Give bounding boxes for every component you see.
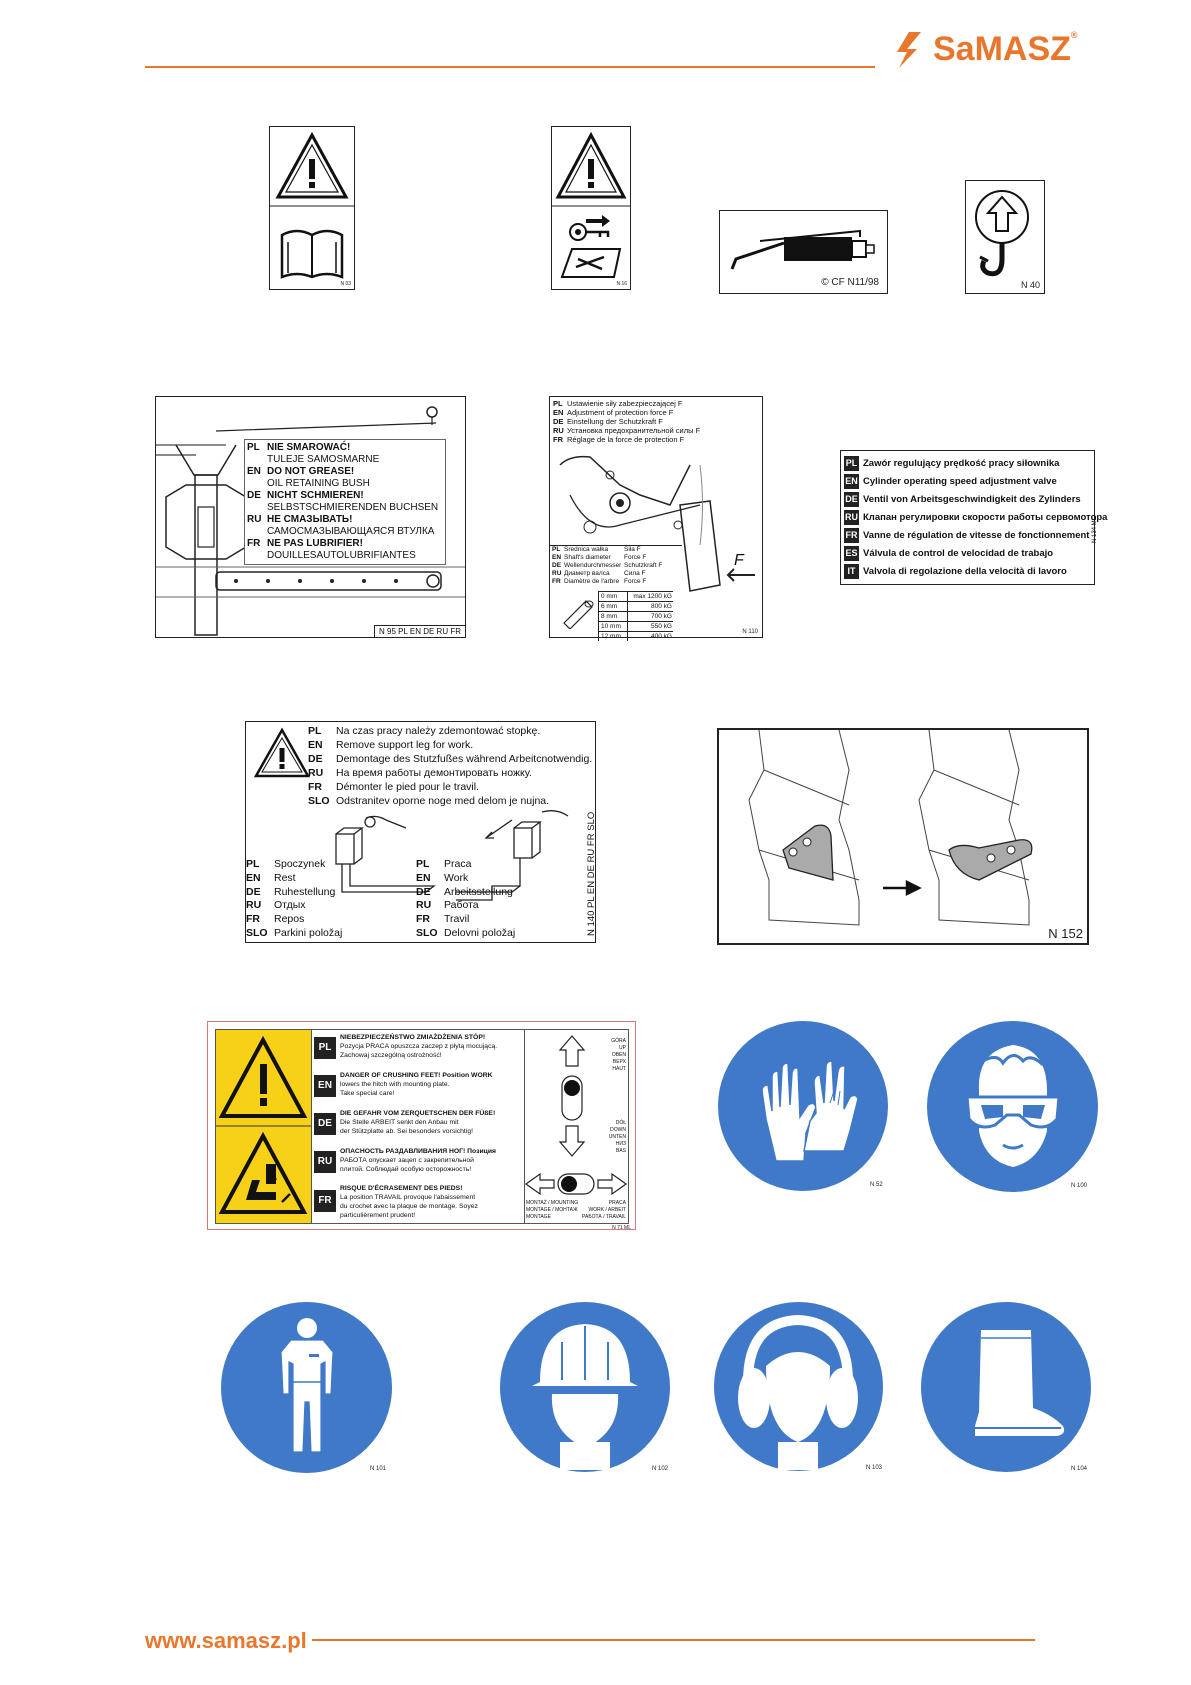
sticker-key-manual: [551, 126, 631, 290]
sticker-code: N 100: [1071, 1183, 1088, 1189]
sticker-code: N 103: [866, 1465, 883, 1471]
samasz-logo: [895, 30, 1105, 70]
work-labels: PRACA WORK / ARBEIT РАБОТА / TRAVAIL: [582, 1200, 626, 1220]
protection-table: [598, 591, 673, 641]
valve-line: PL Zawór regulujący prędkość pracy siłownika: [845, 457, 1060, 469]
valve-line: ES Válvula de control de velocidad de trabajo: [845, 547, 1054, 559]
line-ru: RU НЕ СМАЗЫВАТЬ!: [247, 514, 353, 525]
line-fr-text: DOUILLESAUTOLUBRIFIANTES: [267, 550, 416, 561]
overalls-icon: [221, 1302, 392, 1473]
support-leg-rest: PL Spoczynek EN Rest DE Ruhestellung RU Отдых FR Repos SLO Parkini položaj: [246, 858, 343, 939]
sticker-no-grease: [155, 396, 466, 638]
header-rule: [145, 66, 875, 68]
sticker-code: N 140 PL EN DE RU FR SLO: [586, 811, 597, 936]
valve-line: IT Valvola di regolazione della velocità di lavoro: [844, 563, 1067, 581]
mandatory-earmuffs-sign: [714, 1302, 883, 1471]
sticker-knife-mount: [717, 728, 1089, 945]
mandatory-boots-sign: [921, 1302, 1091, 1472]
line-de-text: SELBSTSCHMIERENDEN BUCHSEN: [267, 502, 439, 513]
line-en: EN DO NOT GREASE!: [247, 466, 355, 477]
table-row: 6 mm 800 kG: [601, 603, 672, 610]
sticker-code: N 40: [1020, 280, 1040, 290]
mandatory-gloves-sign: [718, 1021, 888, 1191]
line-fr: FR NE PAS LUBRIFIER!: [247, 538, 363, 549]
crushing-text-panel: [310, 1029, 525, 1224]
sticker-code: N 16: [616, 281, 627, 287]
knife-mount-drawing: [719, 730, 1087, 943]
sticker-crushing-feet: [207, 1021, 636, 1230]
sticker-code: N 110: [742, 629, 758, 635]
footer-rule: [312, 1639, 1035, 1641]
support-leg-work: PL Praca EN Work DE Arbeitsstellung RU Работа FR Travil SLO Delovni položaj: [416, 858, 516, 939]
crushing-block: EN DANGER OF CRUSHING FEET! Position WORK lowers the hitch with mounting plate. Take special care!: [310, 1068, 524, 1106]
sticker-support-leg: [245, 721, 596, 943]
helmet-icon: [500, 1302, 670, 1472]
table-row: 12 mm 400 kG: [601, 633, 672, 640]
yellow-warning-panel: [215, 1029, 312, 1224]
boots-icon: [921, 1302, 1091, 1472]
sticker-code: N 152: [1048, 926, 1083, 941]
grease-gun-icon: [720, 211, 887, 271]
earmuffs-icon: [714, 1302, 883, 1471]
mounting-labels: MONTAŻ / MOUNTING MONTAGE / МОНТАЖ MONTAGE: [526, 1200, 579, 1220]
brand-name: SaMASZ®: [933, 30, 1078, 68]
gloves-icon: [718, 1021, 888, 1191]
crushing-block: RU ОПАСНОСТЬ РАЗДАВЛИВАНИЯ НОГ! Позиция РАБОТА опускает зацеп с закрепительной плитой. Соблюдай особую осторожность!: [310, 1144, 524, 1182]
shaft-icon: [558, 593, 598, 629]
crushing-direction-panel: [524, 1029, 629, 1224]
sticker-code: N 03: [340, 281, 351, 287]
valve-line: FR Vanne de régulation de vitesse de fonctionnement: [845, 529, 1090, 541]
line-ru-text: САМОСМАЗЫВАЮЩАЯСЯ ВТУЛКА: [267, 526, 435, 537]
sticker-grease-gun: [719, 210, 888, 294]
line-pl-text: TULEJE SAMOSMARNE: [267, 454, 380, 465]
sticker-lifting-hook: [965, 180, 1045, 294]
force-label: F: [734, 552, 744, 569]
goggles-icon: [927, 1021, 1098, 1192]
sticker-read-manual: [269, 126, 355, 290]
down-labels: DÓŁ DOWN UNTEN НИЗ BAS: [608, 1120, 626, 1154]
mandatory-overalls-sign: [221, 1302, 392, 1473]
up-labels: GÓRA UP OBEN ВЕРХ HAUT: [611, 1038, 626, 1072]
sticker-code: N 101: [370, 1466, 387, 1472]
mandatory-goggles-sign: [927, 1021, 1098, 1192]
warning-triangle-icon: [252, 726, 312, 780]
sticker-valve: [840, 450, 1108, 585]
protection-legend: PL Średnica wałka Siła F EN Shaft's diameter Force F DE Wellendurchmesser Schutzkraft F RU Диаметр валса Сила F FR Diamètre de l'arbre Force F: [550, 545, 682, 586]
valve-line: RU Клапан регулировки скорости работы сервомотора: [845, 511, 1108, 523]
sticker-code: N 134 ML: [1092, 517, 1098, 544]
sticker-protection-force: [549, 396, 763, 638]
samasz-logo-icon: [895, 32, 929, 68]
warning-manual-icon: [270, 127, 354, 289]
table-row: 8 mm 700 kG: [601, 613, 672, 620]
protection-force-header: PL Ustawienie siły zabezpieczającej F EN Adjustment of protection force F DE Einstellung der Schutzkraft F RU Установка предохранительной силы F FR Réglage de la force de protection F: [553, 399, 701, 444]
crushing-block: PL NIEBEZPIECZEŃSTWO ZMIAŻDŻENIA STÓP! Pozycja PRACA opuszcza zaczep z płytą mocującą. Zachowaj szczególną ostrożność!: [310, 1030, 524, 1068]
sticker-code: N 104: [1071, 1466, 1088, 1472]
sticker-code: N 102: [652, 1466, 669, 1472]
valve-line: DE Ventil von Arbeitsgeschwindigkeit des Zylinders: [845, 493, 1081, 505]
sticker-code: N 95 PL EN DE RU FR: [374, 625, 465, 637]
footer-website[interactable]: www.samasz.pl: [145, 1628, 307, 1653]
table-row: 0 mm max 1200 kG: [601, 593, 672, 600]
support-leg-top: PL Na czas pracy należy zdemontować stopkę. EN Remove support leg for work. DE Demontage des Stutzfußes während Arbeitcnotwendig. RU На время работы демонтировать ножку. FR Démonter le pied pour le travil. SLO Odstranitev oporne noge med delom je nujna.: [308, 725, 593, 807]
lifting-hook-icon: [966, 181, 1044, 293]
line-de: DE NICHT SCHMIEREN!: [247, 490, 364, 501]
line-en-text: OIL RETAINING BUSH: [267, 478, 370, 489]
table-row: 10 mm 550 kG: [601, 623, 672, 630]
line-pl: PL NIE SMAROWAĆ!: [247, 442, 351, 453]
sticker-code: © CF N11/98: [821, 277, 879, 288]
no-grease-text-panel: [244, 439, 446, 565]
mandatory-helmet-sign: [500, 1302, 670, 1472]
valve-line: EN Cylinder operating speed adjustment valve: [845, 475, 1057, 487]
crushing-block: FR RISQUE D'ÉCRASEMENT DES PIEDS! La position TRAVAIL provoque l'abaissement du crochet avec la plaque de montage. Soyez particulièrement prudent!: [310, 1182, 524, 1222]
sticker-code: N 52: [870, 1182, 883, 1188]
crushing-block: DE DIE GEFAHR VOM ZERQUETSCHEN DER FÜßE! Die Stelle ARBEIT senkt den Anbau mit der Stützplatte ab. Sei besonders vorsichtig!: [310, 1106, 524, 1144]
warning-key-icon: [552, 127, 630, 289]
warning-crushing-icon: [216, 1030, 311, 1223]
sticker-code: N 71 ML: [612, 1225, 631, 1231]
